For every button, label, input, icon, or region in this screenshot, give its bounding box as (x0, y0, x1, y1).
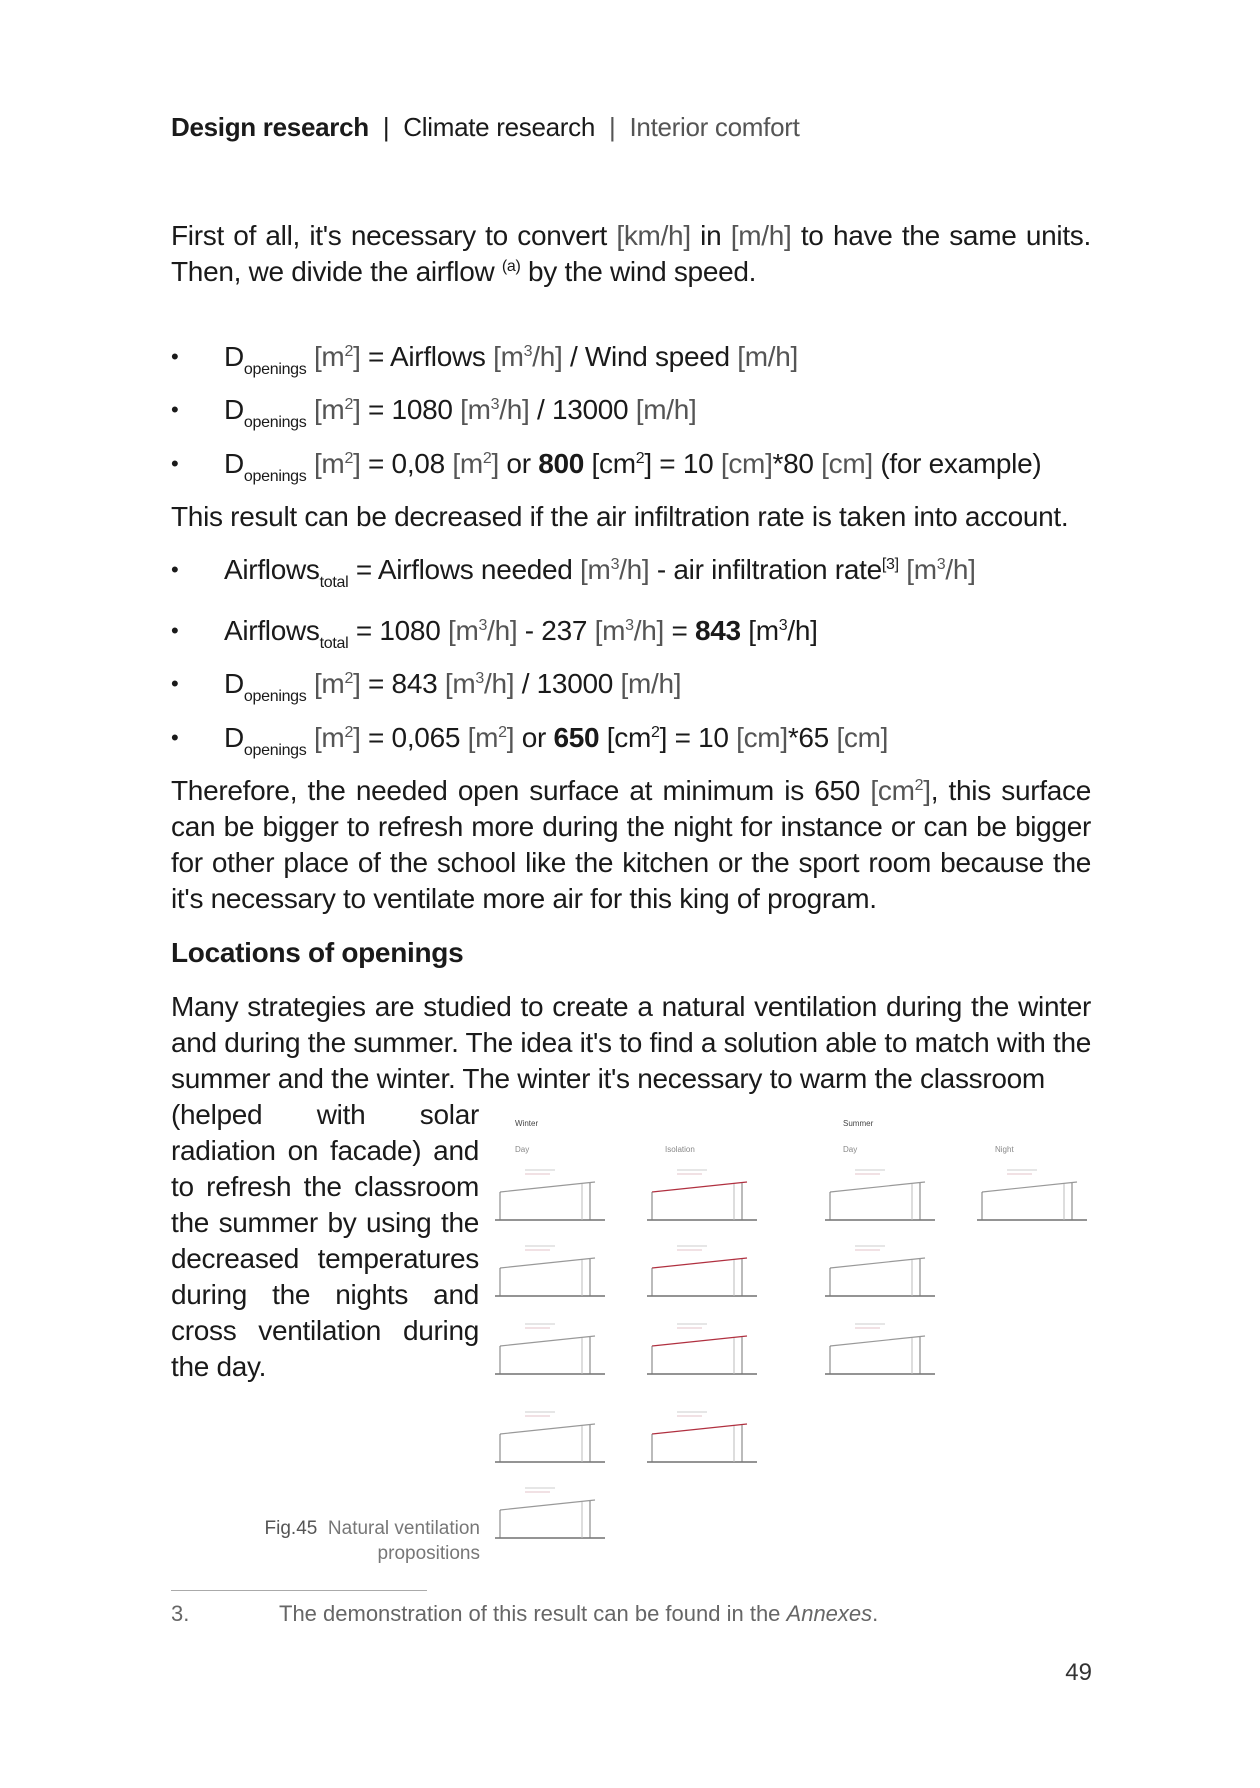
bullet-icon: • (171, 618, 179, 643)
roof-line (982, 1182, 1077, 1192)
intro-paragraph: First of all, it's necessary to convert [km/h] in [m/h] to have the same units. Then, we divide the airflow $^{(a)}$ by the wind speed. (171, 220, 1091, 287)
roof-line (500, 1336, 595, 1346)
header-section-design-research: Design research (171, 112, 369, 142)
bullet-icon: • (171, 725, 179, 750)
header-separator: | (609, 112, 616, 142)
side-paragraph: (helped with solar radiation on facade) and to refresh the classroom the summer by using the decreased temperatures during the nights and cross ventilation during the day. (171, 1099, 479, 1382)
roof-line (652, 1424, 747, 1434)
strategies-paragraph: Many strategies are studied to create a natural ventilation during the winter and during the summer. The idea it's to find a solution able to match with the summer and the winter. The winter it's necessary to warm the classroom (171, 991, 1091, 1094)
bullet-icon: • (171, 397, 179, 422)
bullet-icon: • (171, 451, 179, 476)
footnote-text: The demonstration of this result can be found in the Annexes. (279, 1601, 879, 1626)
roof-line (652, 1182, 747, 1192)
therefore-paragraph: Therefore, the needed open surface at minimum is 650 $[cm^2]$, this surface can be bigger to refresh more during the night for instance or can be bigger for other place of the school like the kitchen or the sport room because the it's necessary to ventilate more air for this king of program. (171, 775, 1092, 914)
roof-line (500, 1500, 595, 1510)
header-section-climate-research: Climate research (403, 112, 596, 142)
roof-line (500, 1258, 595, 1268)
label-isolation: Isolation (665, 1145, 695, 1154)
section-sketches (495, 1170, 1087, 1538)
roof-line (830, 1336, 925, 1346)
footnote-number: 3. (171, 1601, 190, 1626)
figure-caption-text: Natural ventilation propositions (327, 1518, 480, 1564)
label-night: Night (995, 1145, 1014, 1154)
page-number: 49 (1065, 1659, 1092, 1686)
header-section-interior-comfort: Interior comfort (629, 112, 800, 142)
bullet-icon: • (171, 671, 179, 696)
running-header (171, 112, 800, 143)
figure-number: Fig.45 (264, 1518, 318, 1539)
roof-line (652, 1336, 747, 1346)
label-day-summer: Day (843, 1145, 858, 1154)
roof-line (830, 1258, 925, 1268)
footnote-rule (171, 1590, 427, 1591)
middle-paragraph: This result can be decreased if the air infiltration rate is taken into account. (171, 501, 1069, 532)
label-winter: Winter (515, 1119, 539, 1128)
label-day: Day (515, 1145, 530, 1154)
bullet-icon: • (171, 344, 179, 369)
section-heading: Locations of openings (171, 937, 464, 968)
ventilation-diagram (493, 1110, 1093, 1570)
figure-caption (240, 1516, 480, 1566)
roof-line (652, 1258, 747, 1268)
roof-line (500, 1182, 595, 1192)
header-separator: | (382, 112, 390, 142)
roof-line (500, 1424, 595, 1434)
label-summer: Summer (843, 1119, 874, 1128)
roof-line (830, 1182, 925, 1192)
bullet-icon: • (171, 557, 179, 582)
